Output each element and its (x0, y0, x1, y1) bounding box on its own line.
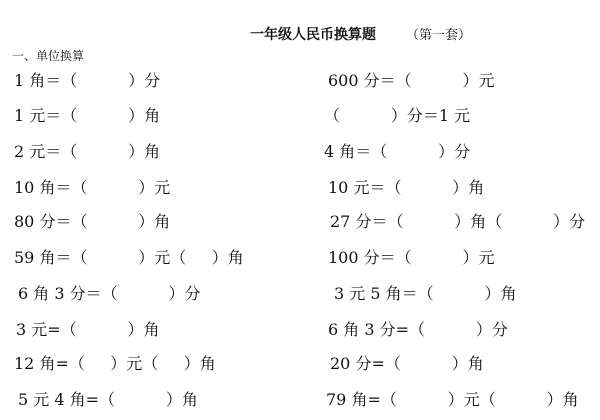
problem-left-6: 59 角＝（ ）元（ ）角 (14, 248, 244, 267)
problem-right-5: 27 分＝（ ）角（ ）分 (330, 212, 586, 231)
worksheet-set-label: （第一套） (406, 28, 472, 43)
problem-left-5: 80 分＝（ ）角 (14, 212, 171, 231)
problem-left-1: 1 角＝（ ）分 (14, 71, 161, 90)
problem-right-6: 100 分＝（ ）元 (328, 248, 495, 267)
problem-right-9: 20 分=（ ）角 (330, 354, 484, 373)
problem-left-8: 3 元=（ ）角 (16, 320, 160, 339)
problem-right-4: 10 元＝（ ）角 (328, 178, 485, 197)
problem-right-2: （ ）分＝1 元 (324, 106, 471, 125)
problem-left-10: 5 元 4 角=（ ）角 (18, 390, 198, 409)
problem-left-3: 2 元＝（ ）角 (14, 142, 161, 161)
problem-left-9: 12 角=（ ）元（ ）角 (14, 354, 216, 373)
problem-right-7: 3 元 5 角＝（ ）角 (334, 284, 517, 303)
problem-left-2: 1 元＝（ ）角 (14, 106, 161, 125)
problem-right-1: 600 分＝（ ）元 (328, 71, 495, 90)
section-heading: 一、单位换算 (12, 49, 85, 63)
problem-right-10: 79 角=（ ）元（ ）角 (326, 390, 579, 409)
worksheet-title: 一年级人民币换算题 (250, 27, 376, 43)
problem-right-8: 6 角 3 分=（ ）分 (328, 320, 508, 339)
problem-left-4: 10 角＝（ ）元 (14, 178, 171, 197)
problem-left-7: 6 角 3 分＝（ ）分 (18, 284, 201, 303)
problem-right-3: 4 角＝（ ）分 (324, 142, 471, 161)
